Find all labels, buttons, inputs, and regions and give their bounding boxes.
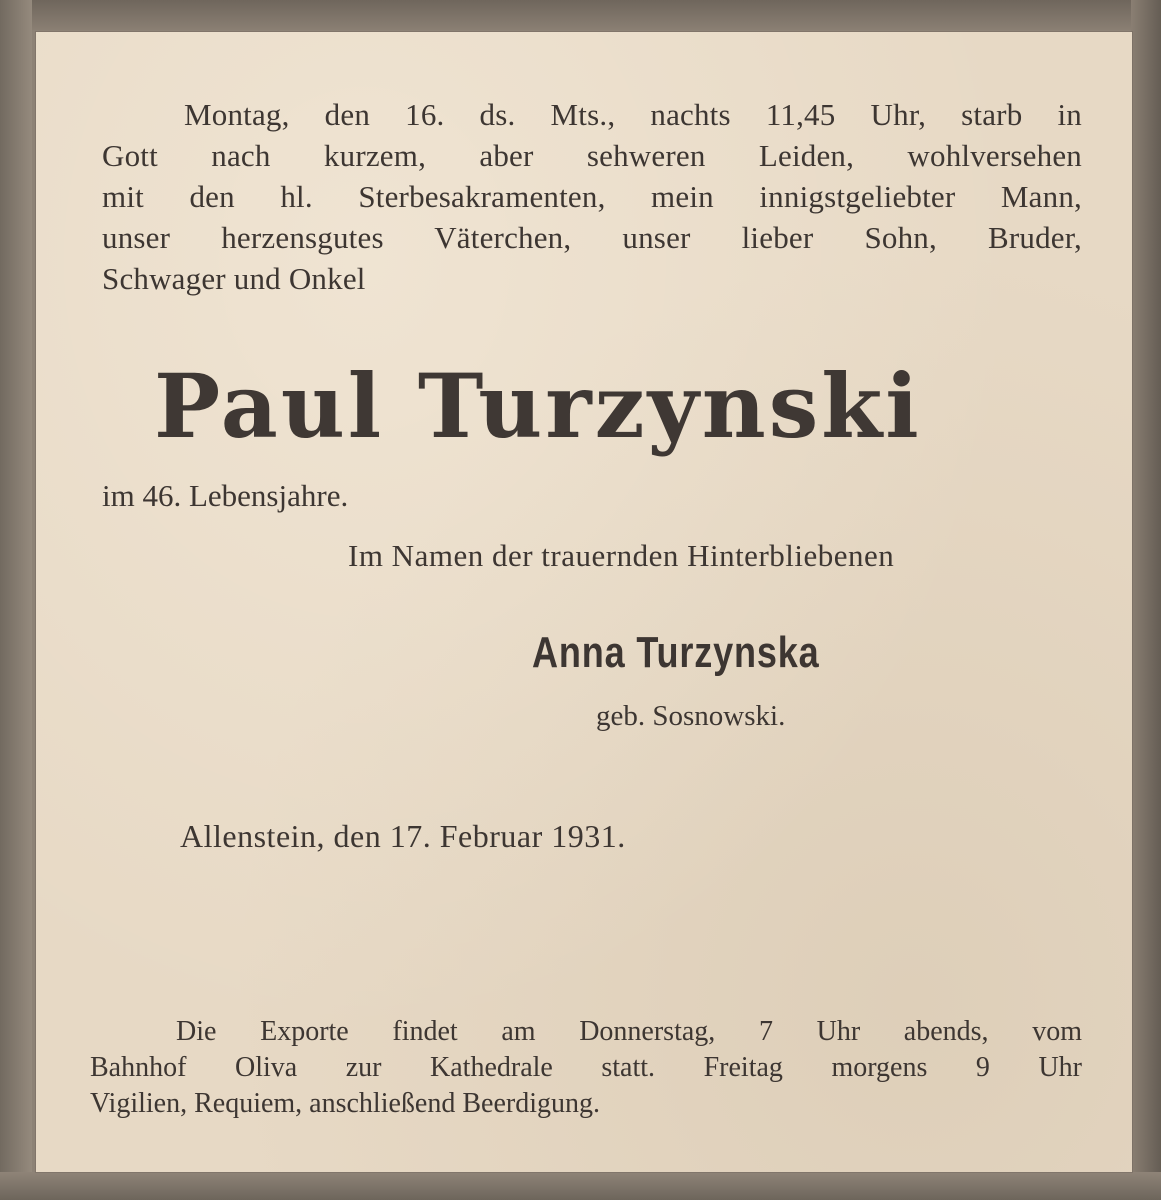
announcement-line: Montag, den 16. ds. Mts., nachts 11,45 Uhr, starb in	[184, 97, 1082, 132]
widow-name: Anna Turzynska	[532, 628, 820, 677]
newspaper-edge-right	[1131, 0, 1161, 1200]
funeral-line: Die Exporte findet am Donnerstag, 7 Uhr abends, vom	[176, 1016, 1082, 1047]
deceased-name: Paul Turzynski	[154, 354, 922, 458]
newspaper-edge-bottom	[0, 1172, 1161, 1200]
announcement-line: unser herzensgutes Väterchen, unser lieber Sohn, Bruder,	[102, 220, 1082, 255]
funeral-line: Bahnhof Oliva zur Kathedrale statt. Freitag morgens 9 Uhr	[90, 1052, 1082, 1083]
newspaper-edge-left	[0, 0, 32, 1200]
death-announcement-text	[102, 94, 1082, 299]
obituary-notice	[36, 32, 1132, 1172]
newspaper-edge-top	[0, 0, 1161, 30]
age-line: im 46. Lebensjahre.	[102, 478, 349, 513]
announcement-line: Schwager und Onkel	[102, 261, 366, 296]
place-and-date: Allenstein, den 17. Februar 1931.	[180, 818, 626, 854]
announcement-line: mit den hl. Sterbesakramenten, mein innigstgeliebter Mann,	[102, 179, 1082, 214]
funeral-details	[90, 1014, 1082, 1122]
on-behalf-line: Im Namen der trauernden Hinterbliebenen	[348, 538, 895, 573]
announcement-line: Gott nach kurzem, aber sehweren Leiden, wohlversehen	[102, 138, 1082, 173]
widow-maiden-name: geb. Sosnowski.	[596, 700, 786, 732]
funeral-line: Vigilien, Requiem, anschließend Beerdigung.	[90, 1088, 600, 1119]
